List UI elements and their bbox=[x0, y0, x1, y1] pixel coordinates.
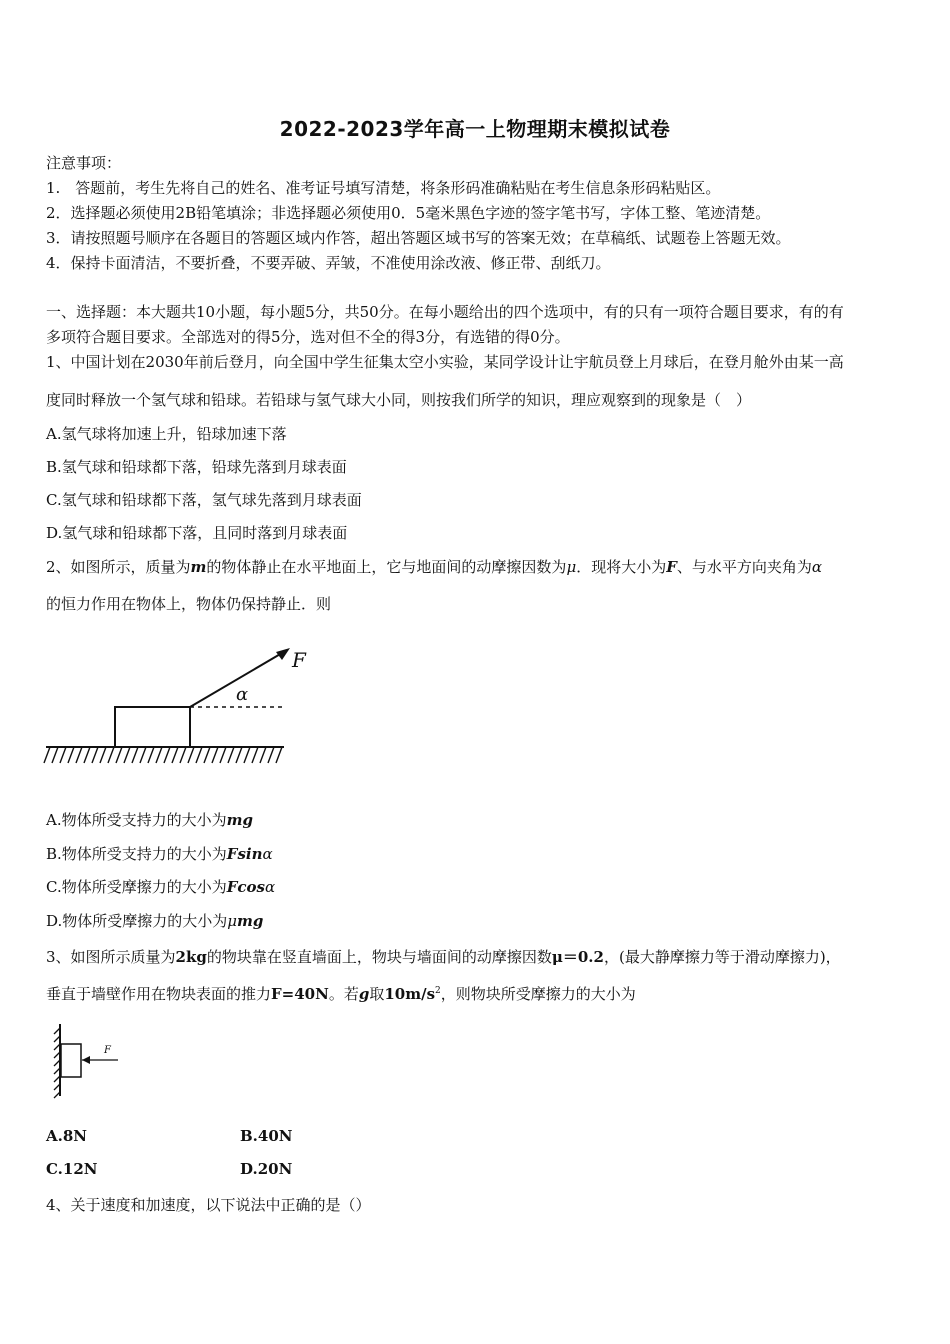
q1-option-b: B.氢气球和铅球都下落，铅球先落到月球表面 bbox=[46, 458, 347, 476]
q2-option-d: D.物体所受摩擦力的大小为μmg bbox=[46, 912, 264, 930]
ground-hatching bbox=[44, 747, 282, 763]
q3-stem-line2: 垂直于墙壁作用在物块表面的推力F=40N。若g取$10m/s^2$，则物块所受摩擦力的大小为 bbox=[46, 985, 636, 1003]
q2-stem-line2: 的恒力作用在物体上，物体仍保持静止．则 bbox=[46, 595, 332, 613]
angle-label: α bbox=[236, 684, 249, 705]
q1-stem-line1: 1、中国计划在2030年前后登月，向全国中学生征集太空小实验，某同学设计让宇航员登上月球后，在登月舱外由某一高 bbox=[46, 353, 844, 371]
notice-item-3: 3．请按照题号顺序在各题目的答题区域内作答，超出答题区域书写的答案无效；在草稿纸、试题卷上答题无效。 bbox=[46, 229, 791, 247]
page-title: 2022-2023学年高一上物理期末模拟试卷 bbox=[279, 117, 671, 141]
q1-option-a: A.氢气球将加速上升，铅球加速下落 bbox=[46, 425, 287, 443]
q3-option-a: A.8N bbox=[46, 1127, 88, 1145]
q3-option-d: D.20N bbox=[240, 1160, 293, 1178]
q3-option-b: B.40N bbox=[240, 1127, 293, 1145]
q3-force-arrowhead bbox=[82, 1056, 90, 1064]
q1-stem-line2: 度同时释放一个氢气球和铅球。若铅球与氢气球大小同，则按我们所学的知识，理应观察到的现象是（ ） bbox=[46, 391, 752, 409]
q2-option-b: B.物体所受支持力的大小为Fsinα bbox=[46, 845, 273, 863]
q3-wall-diagram bbox=[44, 1020, 134, 1100]
notice-item-4: 4．保持卡面清洁，不要折叠，不要弄破、弄皱，不准使用涂改液、修正带、刮纸刀。 bbox=[46, 254, 611, 272]
q1-option-c: C.氢气球和铅球都下落，氢气球先落到月球表面 bbox=[46, 491, 362, 509]
section-instructions-line1: 一、选择题：本大题共10小题，每小题5分，共50分。在每小题给出的四个选项中，有的只有一项符合题目要求，有的有 bbox=[46, 303, 844, 321]
block bbox=[115, 707, 190, 747]
q3-force-label: F bbox=[104, 1045, 111, 1056]
q2-option-c: C.物体所受摩擦力的大小为Fcosα bbox=[46, 878, 276, 896]
notice-item-1: 1. 答题前，考生先将自己的姓名、准考证号填写清楚，将条形码准确粘贴在考生信息条形码粘贴区。 bbox=[46, 179, 721, 197]
q3-option-c: C.12N bbox=[46, 1160, 98, 1178]
force-label: F bbox=[292, 648, 306, 672]
q1-option-d: D.氢气球和铅球都下落，且同时落到月球表面 bbox=[46, 524, 348, 542]
force-arrowhead bbox=[276, 648, 290, 660]
section-instructions-line2: 多项符合题目要求。全部选对的得5分，选对但不全的得3分，有选错的得0分。 bbox=[46, 328, 570, 346]
q2-force-diagram bbox=[44, 640, 304, 770]
q3-block bbox=[61, 1044, 81, 1077]
q4-stem-line1: 4、关于速度和加速度，以下说法中正确的是（） bbox=[46, 1196, 371, 1214]
q2-stem-line1: 2、如图所示，质量为m的物体静止在水平地面上，它与地面间的动摩擦因数为μ．现将大小为F、与水平方向夹角为α bbox=[46, 558, 823, 576]
notice-item-2: 2．选择题必须使用2B铅笔填涂；非选择题必须使用0．5毫米黑色字迹的签字笔书写，字体工整、笔迹清楚。 bbox=[46, 204, 771, 222]
q3-stem-line1: 3、如图所示质量为2kg的物块靠在竖直墙面上，物块与墙面间的动摩擦因数μ＝0.2，(最大静摩擦力等于滑动摩擦力)， bbox=[46, 948, 841, 966]
q2-option-a: A.物体所受支持力的大小为mg bbox=[46, 811, 253, 829]
notice-heading: 注意事项： bbox=[46, 154, 122, 172]
